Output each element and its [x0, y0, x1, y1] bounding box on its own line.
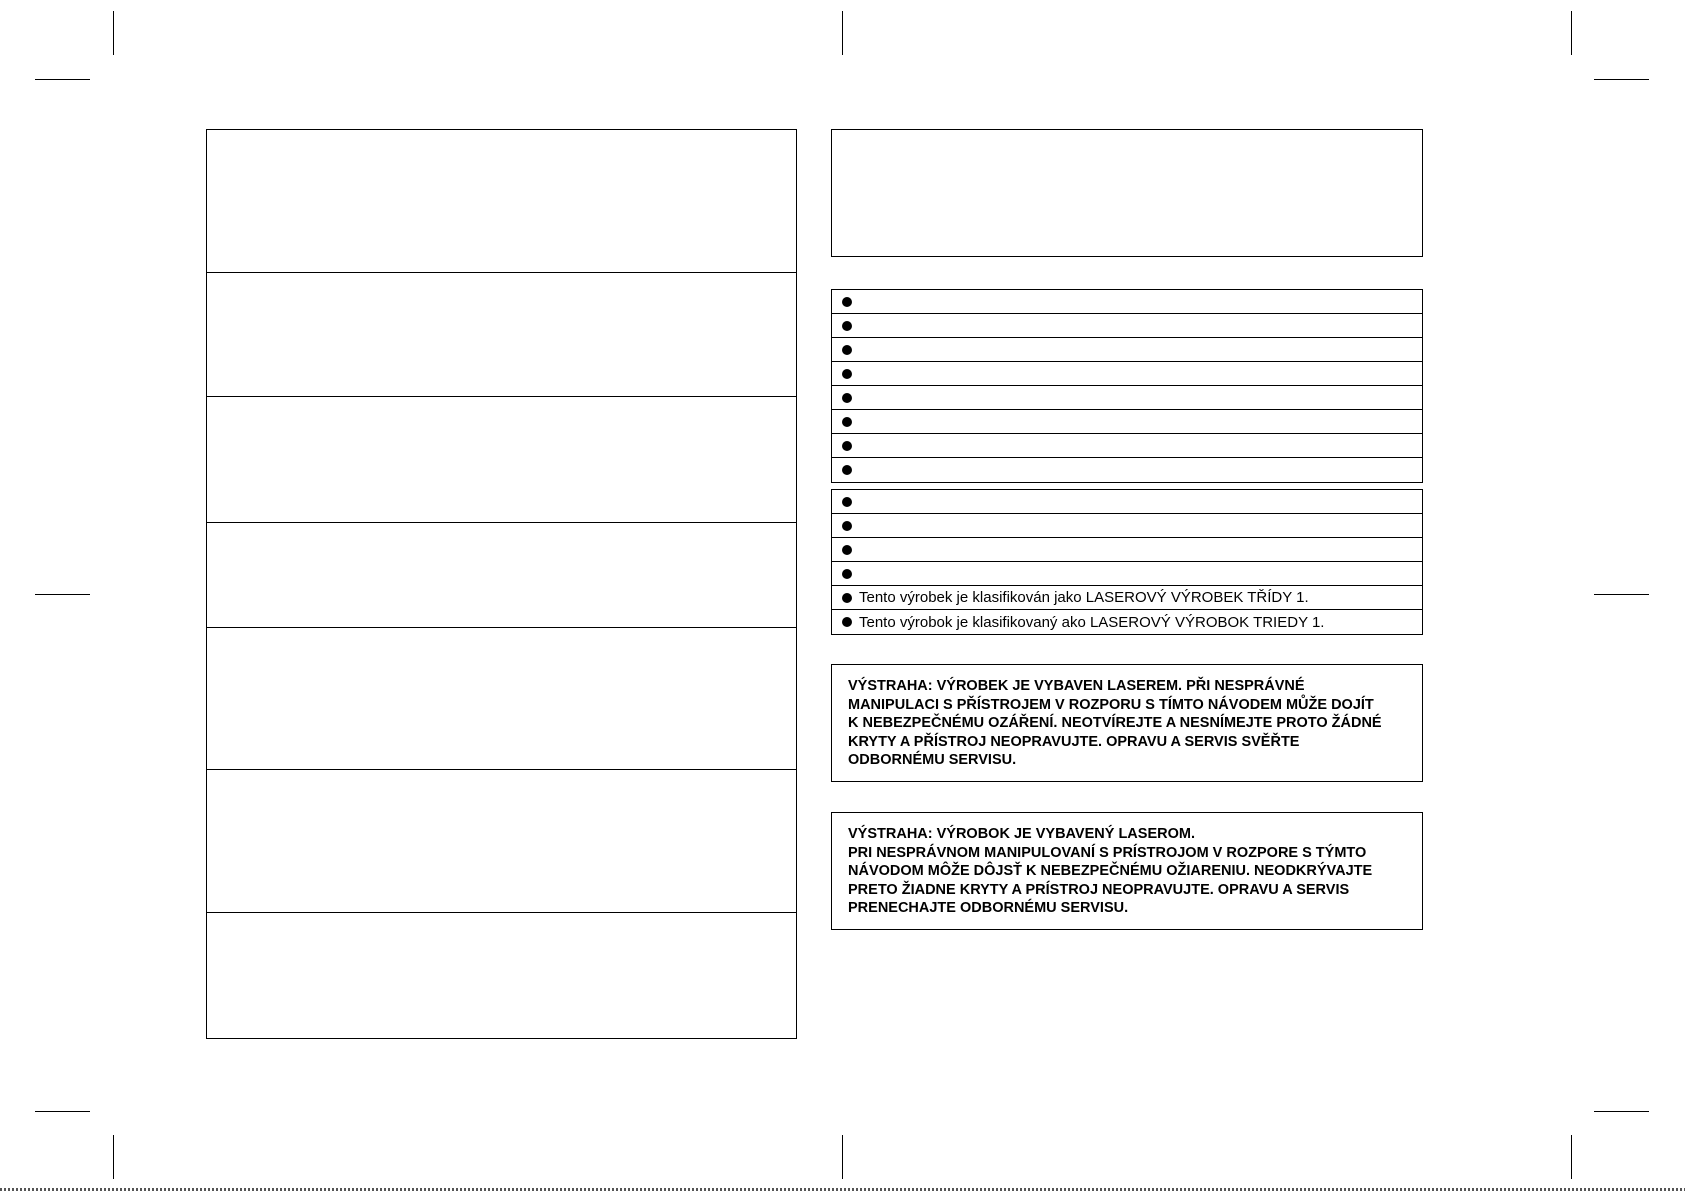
bullet-row: [832, 434, 1422, 458]
bullet-row: [832, 458, 1422, 482]
warning-line: NÁVODOM MÔŽE DÔJSŤ K NEBEZPEČNÉMU OŽIARENIU. NEODKRÝVAJTE: [848, 863, 1373, 879]
bullet-row: [832, 338, 1422, 362]
bullet-icon: [842, 297, 852, 307]
top-right-empty-box: [831, 129, 1423, 257]
bullet-row: [832, 538, 1422, 562]
warning-line: PRI NESPRÁVNOM MANIPULOVANÍ S PRÍSTROJOM V ROZPORE S TÝMTO: [848, 844, 1367, 861]
warning-line: ODBORNÉMU SERVISU.: [848, 752, 1017, 768]
bullet-icon: [842, 321, 852, 331]
bullet-icon: [842, 441, 852, 451]
bullet-row: [832, 610, 1422, 634]
bullet-icon: [842, 393, 852, 403]
warning-line: KRYTY A PŘÍSTROJ NEOPRAVUJTE. OPRAVU A SERVIS SVĚŘTE: [848, 733, 1300, 750]
bullet-table-1: [831, 289, 1423, 483]
crop-mark: [1594, 594, 1649, 595]
bullet-row: [832, 514, 1422, 538]
empty-panel: [207, 130, 796, 273]
crop-mark: [35, 594, 90, 595]
bullet-icon: [842, 345, 852, 355]
empty-panel: [207, 913, 796, 1038]
empty-panel: [207, 770, 796, 913]
bullet-icon: [842, 497, 852, 507]
bullet-icon: [842, 569, 852, 579]
crop-mark: [113, 11, 114, 55]
bullet-icon: [842, 593, 852, 603]
bullet-row: [832, 562, 1422, 586]
crop-mark: [1594, 79, 1649, 80]
warning-line: K NEBEZPEČNÉMU OZÁŘENÍ. NEOTVÍREJTE A NESNÍMEJTE PROTO ŽÁDNÉ: [848, 715, 1382, 731]
empty-panel: [207, 273, 796, 397]
crop-mark: [35, 1111, 90, 1112]
bullet-icon: [842, 545, 852, 555]
bullet-icon: [842, 369, 852, 379]
warning-line: PRETO ŽIADNE KRYTY A PRÍSTROJ NEOPRAVUJTE. OPRAVU A SERVIS: [848, 881, 1350, 898]
bullet-table-2: [831, 489, 1423, 635]
warning-line: PRENECHAJTE ODBORNÉMU SERVISU.: [848, 900, 1129, 916]
warning-box-czech: [831, 664, 1423, 782]
bullet-icon: [842, 417, 852, 427]
warning-line: VÝSTRAHA: VÝROBOK JE VYBAVENÝ LASEROM.: [848, 826, 1195, 842]
empty-panel: [207, 523, 796, 628]
bullet-row: [832, 362, 1422, 386]
bullet-icon: [842, 465, 852, 475]
empty-panel: [207, 397, 796, 523]
bullet-row: [832, 490, 1422, 514]
crop-mark: [35, 79, 90, 80]
bullet-icon: [842, 521, 852, 531]
bullet-row: [832, 386, 1422, 410]
warning-box-slovak: [831, 812, 1423, 930]
bullet-row: [832, 314, 1422, 338]
bullet-row: [832, 290, 1422, 314]
crop-mark: [1571, 11, 1572, 55]
crop-mark: [1594, 1111, 1649, 1112]
warning-line: MANIPULACI S PŘÍSTROJEM V ROZPORU S TÍMTO NÁVODEM MŮŽE DOJÍT: [848, 696, 1374, 713]
crop-mark: [1571, 1135, 1572, 1179]
laser-class-slovak: Tento výrobok je klasifikovaný ako LASEROVÝ VÝROBOK TRIEDY 1.: [859, 613, 1325, 631]
empty-panel: [207, 628, 796, 770]
crop-mark: [113, 1135, 114, 1179]
laser-class-czech: Tento výrobek je klasifikován jako LASEROVÝ VÝROBEK TŘÍDY 1.: [859, 589, 1309, 606]
crop-mark: [842, 11, 843, 55]
bullet-row: [832, 586, 1422, 610]
crop-mark: [842, 1135, 843, 1179]
warning-line: VÝSTRAHA: VÝROBEK JE VYBAVEN LASEREM. PŘI NESPRÁVNÉ: [848, 678, 1305, 694]
bullet-row: [832, 410, 1422, 434]
left-panel-stack: [206, 129, 797, 1039]
bullet-icon: [842, 617, 852, 627]
